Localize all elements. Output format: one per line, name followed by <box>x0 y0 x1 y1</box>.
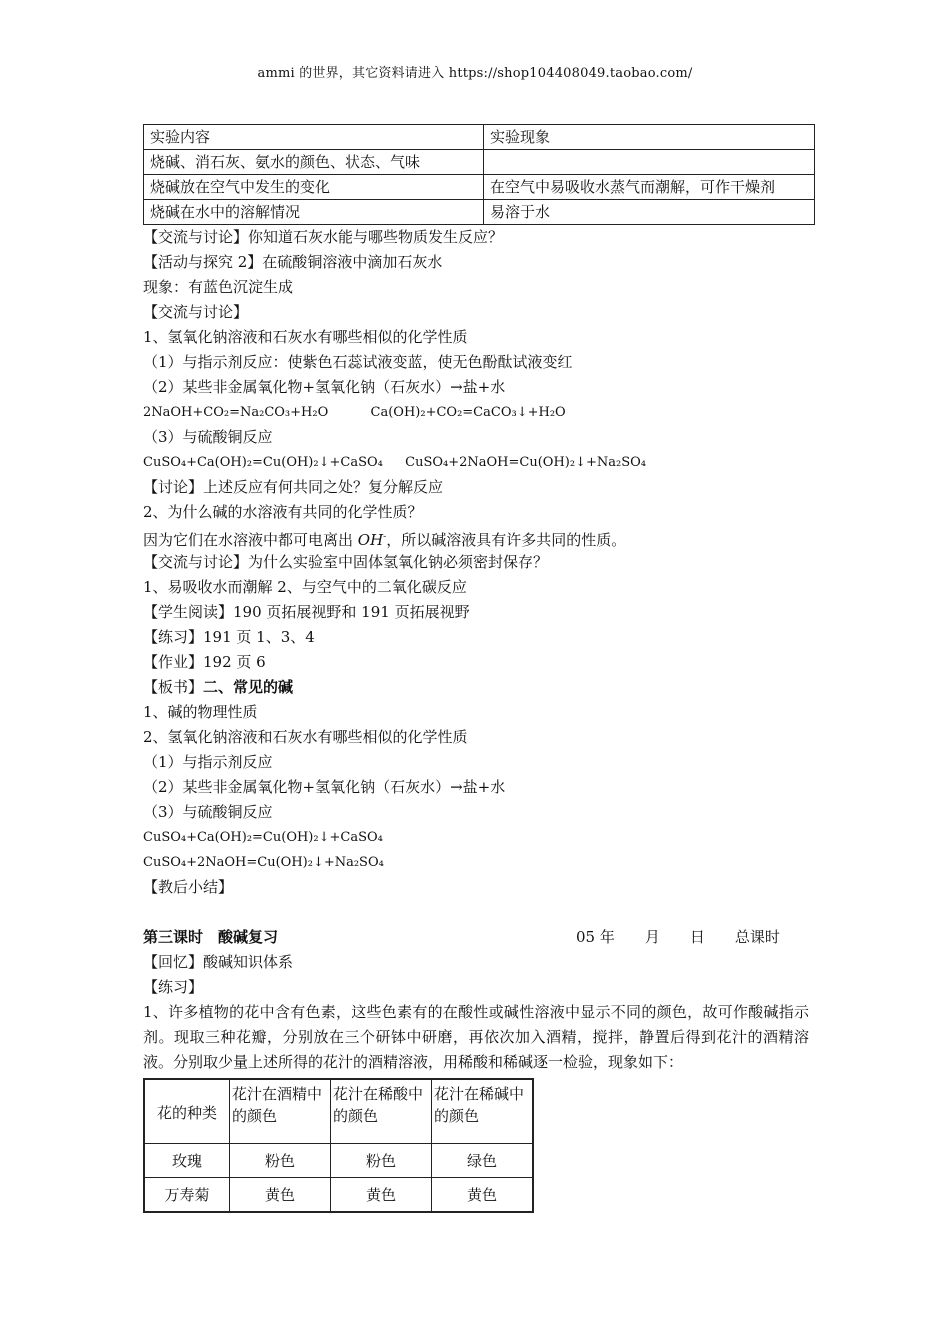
text-line: 现象：有蓝色沉淀生成 <box>143 278 294 296</box>
text-line: 【活动与探究 2】在硫酸铜溶液中滴加石灰水 <box>143 253 443 271</box>
table-row <box>144 1144 533 1178</box>
hydroxide-symbol: OH <box>357 531 384 549</box>
experiment-table <box>143 124 815 225</box>
text-line: 【交流与讨论】你知道石灰水能与哪些物质发生反应？ <box>143 228 504 246</box>
text-span: ，所以碱溶液具有许多共同的性质。 <box>386 531 627 549</box>
document-body <box>143 124 815 1213</box>
table-row <box>144 150 815 175</box>
text-line: 【回忆】酸碱知识体系 <box>143 953 294 971</box>
text-line: 1、易吸收水而潮解 2、与空气中的二氧化碳反应 <box>143 578 467 596</box>
flower-table <box>143 1078 534 1213</box>
table-cell: 粉色 <box>230 1144 331 1178</box>
table-header-cell: 花汁在酒精中的颜色 <box>230 1079 331 1144</box>
lesson-date <box>576 925 780 950</box>
equation: CuSO₄+2NaOH=Cu(OH)₂↓+Na₂SO₄ <box>405 455 646 470</box>
text-line: （3）与硫酸铜反应 <box>143 428 273 446</box>
text-line: 【练习】 <box>143 978 204 996</box>
table-cell: 烧碱在水中的溶解情况 <box>144 200 484 225</box>
table-row <box>144 175 815 200</box>
equation: CuSO₄+Ca(OH)₂=Cu(OH)₂↓+CaSO₄ <box>143 455 383 470</box>
table-cell: 黄色 <box>432 1178 534 1213</box>
table-cell: 易溶于水 <box>484 200 815 225</box>
text-line: 【交流与讨论】为什么实验室中固体氢氧化钠必须密封保存？ <box>143 553 549 571</box>
table-header-cell: 花汁在稀碱中的颜色 <box>432 1079 534 1144</box>
text-line: （3）与硫酸铜反应 <box>143 803 273 821</box>
table-header-cell: 花的种类 <box>144 1079 230 1144</box>
text-line: 【作业】192 页 6 <box>143 653 266 671</box>
lesson-title: 第三课时 酸碱复习 <box>143 928 279 946</box>
equation: 2NaOH+CO₂=Na₂CO₃+H₂O <box>143 405 329 420</box>
table-cell: 黄色 <box>331 1178 432 1213</box>
text-line: 2、氢氧化钠溶液和石灰水有哪些相似的化学性质 <box>143 728 468 746</box>
text-line: 【学生阅读】190 页拓展视野和 191 页拓展视野 <box>143 603 470 621</box>
equation-line: CuSO₄+2NaOH=Cu(OH)₂↓+Na₂SO₄ <box>143 855 384 870</box>
text-line: （1）与指示剂反应 <box>143 753 273 771</box>
equation: Ca(OH)₂+CO₂=CaCO₃↓+H₂O <box>370 405 566 420</box>
page-header: ammi 的世界，其它资料请进入 https://shop104408049.taobao.com/ <box>257 66 693 81</box>
table-cell: 烧碱、消石灰、氨水的颜色、状态、气味 <box>144 150 484 175</box>
section-heading: 二、常见的碱 <box>203 678 294 696</box>
text-span: 因为它们在水溶液中都可电离出 <box>143 531 358 549</box>
table-cell: 万寿菊 <box>144 1178 230 1213</box>
equation-line <box>143 450 815 475</box>
text-span: 【板书】 <box>143 678 204 696</box>
lesson-month: 月 <box>644 928 660 946</box>
text-line: （2）某些非金属氧化物+氢氧化钠（石灰水）→盐+水 <box>143 778 506 796</box>
text-line: 【教后小结】 <box>143 878 234 896</box>
table-header-cell: 实验现象 <box>484 125 815 150</box>
table-cell: 在空气中易吸收水蒸气而潮解，可作干燥剂 <box>484 175 815 200</box>
table-cell: 黄色 <box>230 1178 331 1213</box>
table-row <box>144 200 815 225</box>
text-line: 1、碱的物理性质 <box>143 703 258 721</box>
table-cell: 粉色 <box>331 1144 432 1178</box>
table-cell <box>484 150 815 175</box>
text-line: （1）与指示剂反应：使紫色石蕊试液变蓝，使无色酚酞试液变红 <box>143 353 573 371</box>
table-header-cell: 实验内容 <box>144 125 484 150</box>
table-cell: 烧碱放在空气中发生的变化 <box>144 175 484 200</box>
lesson-year: 05 年 <box>576 928 615 946</box>
equation-line: CuSO₄+Ca(OH)₂=Cu(OH)₂↓+CaSO₄ <box>143 830 383 845</box>
table-header-row <box>144 1079 533 1144</box>
table-cell: 玫瑰 <box>144 1144 230 1178</box>
text-line: 【交流与讨论】 <box>143 303 249 321</box>
text-line: 因为它们在水溶液中都可电离出 OH-，所以碱溶液具有许多共同的性质。 <box>143 531 627 549</box>
table-header-cell: 花汁在稀酸中的颜色 <box>331 1079 432 1144</box>
text-line: 【讨论】上述反应有何共同之处？复分解反应 <box>143 478 444 496</box>
exercise-paragraph: 1、许多植物的花中含有色素，这些色素有的在酸性或碱性溶液中显示不同的颜色，故可作酸碱指示剂。现取三种花瓣，分别放在三个研钵中研磨，再依次加入酒精，搅拌，静置后得到花汁的酒精溶液。分别取少量上述所得的花汁的酒精溶液，用稀酸和稀碱逐一检验，现象如下： <box>143 1003 809 1071</box>
table-row <box>144 1178 533 1213</box>
lesson-total: 总课时 <box>734 928 780 946</box>
text-line: 2、为什么碱的水溶液有共同的化学性质？ <box>143 503 423 521</box>
text-line: 【练习】191 页 1、3、4 <box>143 628 315 646</box>
lesson-day: 日 <box>689 928 705 946</box>
lesson-heading <box>143 925 815 950</box>
text-line <box>143 675 815 700</box>
table-header-row <box>144 125 815 150</box>
text-line: （2）某些非金属氧化物+氢氧化钠（石灰水）→盐+水 <box>143 378 506 396</box>
table-cell: 绿色 <box>432 1144 534 1178</box>
equation-line <box>143 400 815 425</box>
text-line: 1、氢氧化钠溶液和石灰水有哪些相似的化学性质 <box>143 328 468 346</box>
